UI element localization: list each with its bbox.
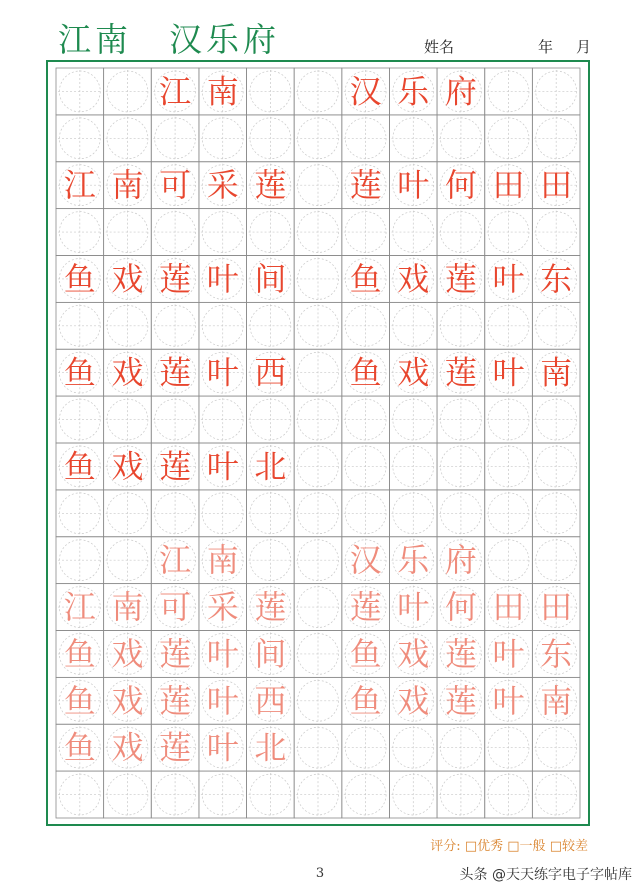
grid-cell bbox=[247, 162, 295, 209]
grid-cell bbox=[104, 631, 152, 678]
grid-cell bbox=[532, 584, 580, 631]
grid-cell bbox=[56, 631, 104, 678]
grid-cell bbox=[437, 256, 485, 303]
practice-character: 鱼 bbox=[63, 447, 96, 486]
grid-cell bbox=[342, 256, 390, 303]
practice-character: 东 bbox=[540, 634, 573, 673]
grid-cell bbox=[247, 349, 295, 396]
practice-frame bbox=[46, 60, 590, 826]
grid-cell bbox=[485, 302, 533, 349]
grid-cell bbox=[485, 209, 533, 256]
grid-cell bbox=[199, 771, 247, 818]
practice-character: 可 bbox=[159, 588, 192, 627]
grid-cell bbox=[532, 349, 580, 396]
practice-character: 莲 bbox=[349, 588, 382, 627]
grid-cell bbox=[485, 162, 533, 209]
grid-cell bbox=[342, 771, 390, 818]
grid-cell bbox=[294, 724, 342, 771]
practice-character: 莲 bbox=[159, 259, 192, 298]
grid-cell bbox=[485, 677, 533, 724]
grid-cell bbox=[199, 115, 247, 162]
grid-cell bbox=[247, 584, 295, 631]
practice-character: 南 bbox=[206, 72, 239, 111]
grid-cell bbox=[104, 209, 152, 256]
grid-cell bbox=[294, 677, 342, 724]
grid-cell bbox=[437, 349, 485, 396]
grid-cell bbox=[342, 349, 390, 396]
grid-cell bbox=[342, 677, 390, 724]
grid-cell bbox=[389, 115, 437, 162]
practice-character: 叶 bbox=[206, 353, 239, 392]
grid-cell bbox=[104, 490, 152, 537]
grid-cell bbox=[342, 302, 390, 349]
grid-cell bbox=[56, 209, 104, 256]
practice-character: 叶 bbox=[492, 259, 525, 298]
practice-character: 何 bbox=[444, 588, 477, 627]
practice-character: 戏 bbox=[111, 259, 144, 298]
grid-cell bbox=[151, 162, 199, 209]
grid-cell bbox=[151, 256, 199, 303]
grid-cell bbox=[389, 771, 437, 818]
grid-cell bbox=[247, 537, 295, 584]
practice-character: 戏 bbox=[397, 681, 430, 720]
grid-cell bbox=[247, 396, 295, 443]
grid-cell bbox=[437, 490, 485, 537]
practice-character: 江 bbox=[63, 166, 96, 205]
grid-cell bbox=[532, 537, 580, 584]
practice-character: 采 bbox=[206, 166, 239, 205]
grid-cell bbox=[437, 396, 485, 443]
grid-cell bbox=[532, 302, 580, 349]
grid-cell bbox=[104, 256, 152, 303]
grid-cell bbox=[199, 631, 247, 678]
grid-cell bbox=[151, 302, 199, 349]
practice-character: 莲 bbox=[444, 353, 477, 392]
grid-cell bbox=[342, 209, 390, 256]
practice-character: 莲 bbox=[349, 166, 382, 205]
practice-character: 叶 bbox=[397, 166, 430, 205]
grid-cell bbox=[199, 349, 247, 396]
practice-character: 鱼 bbox=[63, 681, 96, 720]
score-option-poor[interactable]: □较差 bbox=[549, 839, 588, 854]
grid-cell bbox=[294, 256, 342, 303]
grid-cell bbox=[247, 771, 295, 818]
month-label: 月 bbox=[576, 38, 592, 56]
worksheet-title: 江南 汉乐府 bbox=[58, 20, 280, 59]
grid-cell bbox=[389, 584, 437, 631]
grid-cell bbox=[199, 490, 247, 537]
practice-character: 西 bbox=[254, 681, 287, 720]
grid-cell bbox=[104, 584, 152, 631]
score-area bbox=[430, 835, 588, 854]
grid-cell bbox=[485, 724, 533, 771]
grid-cell bbox=[56, 490, 104, 537]
grid-cell bbox=[485, 115, 533, 162]
grid-cell bbox=[485, 396, 533, 443]
grid-cell bbox=[294, 771, 342, 818]
grid-cell bbox=[56, 115, 104, 162]
grid-cell bbox=[294, 584, 342, 631]
practice-character: 江 bbox=[159, 541, 192, 580]
grid-cell bbox=[532, 771, 580, 818]
grid-cell bbox=[342, 443, 390, 490]
grid-cell bbox=[294, 162, 342, 209]
grid-cell bbox=[247, 115, 295, 162]
grid-cell bbox=[151, 771, 199, 818]
grid-cell bbox=[104, 724, 152, 771]
grid-cell bbox=[151, 396, 199, 443]
grid-cell bbox=[199, 396, 247, 443]
grid-cell bbox=[389, 677, 437, 724]
grid-cell bbox=[532, 443, 580, 490]
grid-cell bbox=[342, 115, 390, 162]
practice-character: 戏 bbox=[111, 447, 144, 486]
grid-cell bbox=[199, 162, 247, 209]
grid-cell bbox=[56, 584, 104, 631]
grid-cell bbox=[104, 677, 152, 724]
grid-cell bbox=[151, 443, 199, 490]
grid-cell bbox=[532, 631, 580, 678]
grid-cell bbox=[485, 490, 533, 537]
practice-character: 北 bbox=[254, 447, 287, 486]
score-option-excellent[interactable]: □优秀 bbox=[464, 839, 504, 854]
grid-cell bbox=[151, 209, 199, 256]
grid-cell bbox=[104, 302, 152, 349]
grid-cell bbox=[342, 724, 390, 771]
grid-cell bbox=[199, 724, 247, 771]
grid-cell bbox=[389, 162, 437, 209]
grid-cell bbox=[151, 349, 199, 396]
grid-cell bbox=[532, 162, 580, 209]
practice-character: 叶 bbox=[206, 681, 239, 720]
grid-cell bbox=[199, 302, 247, 349]
practice-character: 叶 bbox=[206, 447, 239, 486]
grid-cell bbox=[56, 396, 104, 443]
practice-character: 南 bbox=[206, 541, 239, 580]
practice-character: 戏 bbox=[397, 259, 430, 298]
practice-character: 鱼 bbox=[63, 353, 96, 392]
practice-character: 鱼 bbox=[63, 728, 96, 767]
grid-cell bbox=[389, 443, 437, 490]
grid-cell bbox=[389, 349, 437, 396]
practice-character: 鱼 bbox=[349, 681, 382, 720]
practice-character: 南 bbox=[540, 353, 573, 392]
grid-cell bbox=[104, 115, 152, 162]
grid-cell bbox=[247, 677, 295, 724]
grid-cell bbox=[437, 209, 485, 256]
practice-character: 莲 bbox=[254, 588, 287, 627]
practice-character: 戏 bbox=[397, 353, 430, 392]
grid-cell bbox=[437, 631, 485, 678]
year-label: 年 bbox=[538, 38, 554, 56]
grid-cell bbox=[389, 724, 437, 771]
grid-cell bbox=[437, 443, 485, 490]
grid-cell bbox=[56, 162, 104, 209]
practice-character: 叶 bbox=[492, 634, 525, 673]
grid-cell bbox=[199, 209, 247, 256]
grid-cell bbox=[485, 584, 533, 631]
grid-cell bbox=[389, 537, 437, 584]
grid-cell bbox=[104, 771, 152, 818]
grid-cell bbox=[56, 677, 104, 724]
practice-character: 何 bbox=[444, 166, 477, 205]
grid-cell bbox=[342, 68, 390, 115]
grid-cell bbox=[485, 771, 533, 818]
grid-cell bbox=[389, 68, 437, 115]
grid-cell bbox=[485, 537, 533, 584]
practice-character: 可 bbox=[159, 166, 192, 205]
grid-cell bbox=[485, 256, 533, 303]
grid-cell bbox=[389, 631, 437, 678]
practice-character: 采 bbox=[206, 588, 239, 627]
grid-cell bbox=[294, 115, 342, 162]
practice-character: 田 bbox=[540, 166, 573, 205]
grid-cell bbox=[389, 256, 437, 303]
practice-character: 乐 bbox=[397, 72, 430, 111]
practice-character: 鱼 bbox=[349, 259, 382, 298]
grid-cell bbox=[104, 162, 152, 209]
grid-cell bbox=[247, 68, 295, 115]
practice-character: 戏 bbox=[111, 681, 144, 720]
practice-character: 叶 bbox=[206, 728, 239, 767]
practice-character: 汉 bbox=[349, 72, 382, 111]
practice-character: 叶 bbox=[492, 681, 525, 720]
practice-character: 江 bbox=[63, 588, 96, 627]
grid-cell bbox=[151, 584, 199, 631]
grid-cell bbox=[532, 68, 580, 115]
practice-character: 戏 bbox=[397, 634, 430, 673]
grid-cell bbox=[151, 631, 199, 678]
grid-cell bbox=[247, 724, 295, 771]
grid-cell bbox=[199, 443, 247, 490]
grid-cell bbox=[532, 256, 580, 303]
grid-cell bbox=[485, 443, 533, 490]
grid-cell bbox=[56, 771, 104, 818]
grid-cell bbox=[247, 256, 295, 303]
grid-cell bbox=[247, 209, 295, 256]
grid-cell bbox=[294, 209, 342, 256]
grid-cell bbox=[104, 396, 152, 443]
practice-character: 莲 bbox=[159, 681, 192, 720]
grid-cell bbox=[532, 396, 580, 443]
page-number: 3 bbox=[315, 866, 325, 881]
grid-cell bbox=[151, 115, 199, 162]
grid-cell bbox=[342, 396, 390, 443]
grid-cell bbox=[342, 162, 390, 209]
score-option-ok[interactable]: □一般 bbox=[507, 839, 546, 854]
grid-cell bbox=[389, 302, 437, 349]
practice-character: 莲 bbox=[444, 681, 477, 720]
grid-cell bbox=[389, 209, 437, 256]
practice-character: 莲 bbox=[159, 634, 192, 673]
grid-cell bbox=[532, 490, 580, 537]
grid-cell bbox=[104, 443, 152, 490]
grid-cell bbox=[247, 443, 295, 490]
grid-cell bbox=[437, 115, 485, 162]
name-label: 姓名 bbox=[424, 38, 455, 56]
practice-character: 府 bbox=[444, 541, 477, 580]
practice-character: 江 bbox=[159, 72, 192, 111]
grid-cell bbox=[294, 537, 342, 584]
grid-cell bbox=[437, 677, 485, 724]
grid-cell bbox=[56, 443, 104, 490]
grid-cell bbox=[151, 490, 199, 537]
practice-character: 戏 bbox=[111, 353, 144, 392]
practice-character: 叶 bbox=[492, 353, 525, 392]
grid-cell bbox=[294, 349, 342, 396]
grid-cell bbox=[199, 584, 247, 631]
grid-cell bbox=[247, 302, 295, 349]
grid-cell bbox=[294, 302, 342, 349]
practice-character: 叶 bbox=[397, 588, 430, 627]
grid-cell bbox=[437, 584, 485, 631]
practice-character: 鱼 bbox=[63, 634, 96, 673]
practice-character: 南 bbox=[111, 166, 144, 205]
grid-cell bbox=[485, 631, 533, 678]
grid-cell bbox=[104, 68, 152, 115]
score-label: 评分: bbox=[430, 839, 461, 854]
practice-character: 莲 bbox=[254, 166, 287, 205]
practice-character: 间 bbox=[254, 259, 287, 298]
grid-cell bbox=[294, 68, 342, 115]
practice-character: 莲 bbox=[444, 634, 477, 673]
practice-character: 东 bbox=[540, 259, 573, 298]
grid-cell bbox=[437, 162, 485, 209]
practice-character: 北 bbox=[254, 728, 287, 767]
grid-cell bbox=[342, 537, 390, 584]
grid-cell bbox=[485, 68, 533, 115]
grid-cell bbox=[437, 68, 485, 115]
practice-character: 莲 bbox=[444, 259, 477, 298]
grid-cell bbox=[342, 490, 390, 537]
grid-cell bbox=[247, 631, 295, 678]
grid-cell bbox=[56, 302, 104, 349]
practice-character: 叶 bbox=[206, 634, 239, 673]
grid-cell bbox=[532, 209, 580, 256]
grid-cell bbox=[56, 724, 104, 771]
practice-character: 田 bbox=[540, 588, 573, 627]
grid-cell bbox=[437, 302, 485, 349]
practice-character: 南 bbox=[111, 588, 144, 627]
practice-character: 府 bbox=[444, 72, 477, 111]
grid-cell bbox=[199, 537, 247, 584]
grid-cell bbox=[389, 396, 437, 443]
practice-character: 莲 bbox=[159, 447, 192, 486]
grid-cell bbox=[437, 724, 485, 771]
practice-character: 西 bbox=[254, 353, 287, 392]
grid-cell bbox=[151, 537, 199, 584]
grid-cell bbox=[151, 677, 199, 724]
practice-character: 乐 bbox=[397, 541, 430, 580]
practice-grid bbox=[48, 62, 588, 824]
grid-cell bbox=[294, 631, 342, 678]
grid-cell bbox=[294, 490, 342, 537]
practice-character: 戏 bbox=[111, 634, 144, 673]
grid-cell bbox=[532, 115, 580, 162]
grid-cell bbox=[56, 256, 104, 303]
practice-character: 田 bbox=[492, 588, 525, 627]
grid-cell bbox=[56, 537, 104, 584]
practice-character: 间 bbox=[254, 634, 287, 673]
grid-cell bbox=[485, 349, 533, 396]
grid-cell bbox=[56, 349, 104, 396]
practice-character: 南 bbox=[540, 681, 573, 720]
practice-character: 田 bbox=[492, 166, 525, 205]
grid-cell bbox=[294, 443, 342, 490]
practice-character: 鱼 bbox=[63, 259, 96, 298]
grid-cell bbox=[437, 537, 485, 584]
grid-cell bbox=[199, 677, 247, 724]
grid-cell bbox=[342, 631, 390, 678]
grid-cell bbox=[56, 68, 104, 115]
grid-cell bbox=[151, 724, 199, 771]
grid-cell bbox=[532, 677, 580, 724]
grid-cell bbox=[151, 68, 199, 115]
practice-character: 鱼 bbox=[349, 353, 382, 392]
grid-cell bbox=[532, 724, 580, 771]
practice-character: 莲 bbox=[159, 353, 192, 392]
practice-character: 叶 bbox=[206, 259, 239, 298]
grid-cell bbox=[389, 490, 437, 537]
grid-cell bbox=[104, 349, 152, 396]
grid-cell bbox=[342, 584, 390, 631]
practice-character: 戏 bbox=[111, 728, 144, 767]
grid-cell bbox=[294, 396, 342, 443]
grid-cell bbox=[199, 256, 247, 303]
practice-character: 莲 bbox=[159, 728, 192, 767]
practice-character: 鱼 bbox=[349, 634, 382, 673]
practice-character: 汉 bbox=[349, 541, 382, 580]
grid-cell bbox=[247, 490, 295, 537]
grid-cell bbox=[437, 771, 485, 818]
grid-cell bbox=[104, 537, 152, 584]
watermark: 头条 @天天练字电子字帖库 bbox=[459, 867, 632, 883]
grid-cell bbox=[199, 68, 247, 115]
